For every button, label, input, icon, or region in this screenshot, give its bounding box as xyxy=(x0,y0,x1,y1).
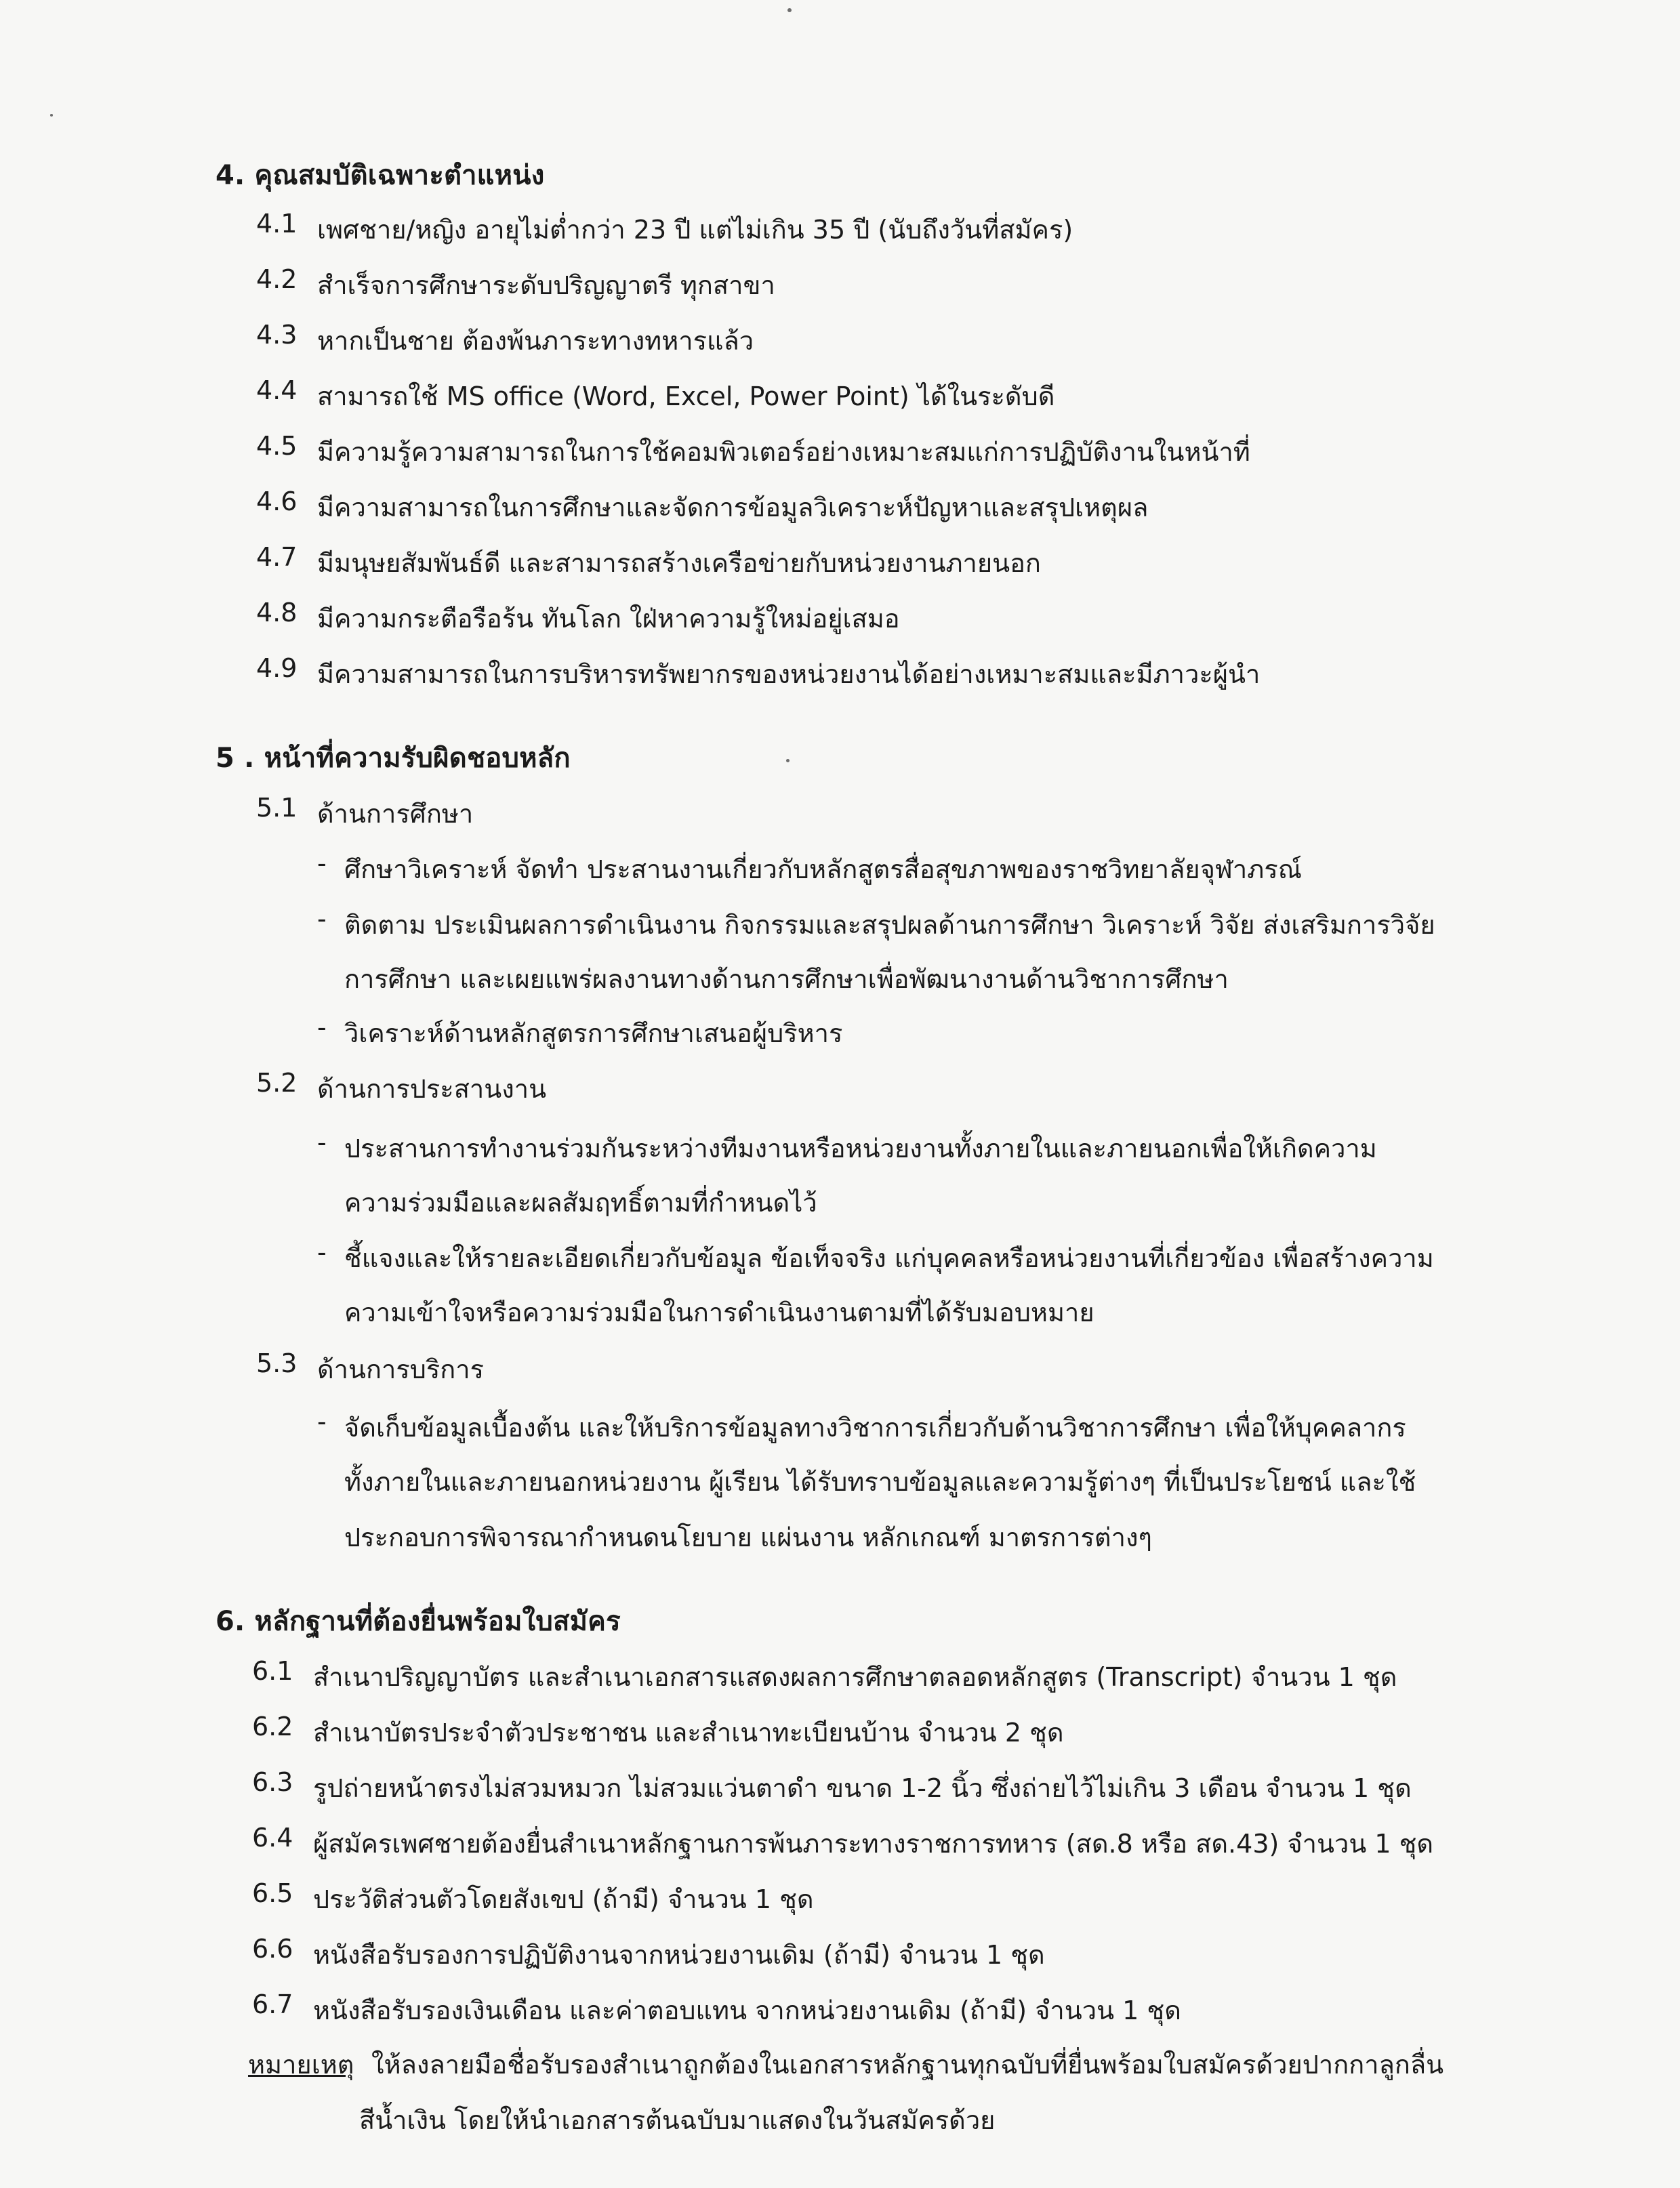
section-4-title: 4. คุณสมบัติเฉพาะตำแหน่ง xyxy=(216,160,545,191)
item-number: 5.1 xyxy=(256,793,298,823)
item-number: 6.6 xyxy=(252,1934,293,1964)
item-number: 4.8 xyxy=(256,598,298,627)
item-number: 4.4 xyxy=(256,375,298,405)
scan-speck xyxy=(786,759,790,762)
item-text: สำเร็จการศึกษาระดับปริญญาตรี ทุกสาขา xyxy=(317,270,775,300)
bullet-continuation: ประกอบการพิจารณากำหนดนโยบาย แผ่นงาน หลักเกณฑ์ มาตรการต่างๆ xyxy=(344,1523,1152,1552)
item-text: ด้านการบริการ xyxy=(317,1355,485,1384)
item-number: 6.7 xyxy=(252,1989,293,2019)
item-text: มีความสามารถในการบริหารทรัพยากรของหน่วยงานได้อย่างเหมาะสมและมีภาวะผู้นำ xyxy=(317,659,1261,689)
item-number: 4.7 xyxy=(256,542,298,572)
document-page: 4. คุณสมบัติเฉพาะตำแหน่ง 4.1 เพศชาย/หญิง อายุไม่ต่ำกว่า 23 ปี แต่ไม่เกิน 35 ปี (นับถึงวันที่สมัคร) 4.2 สำเร็จการศึกษาระดับปริญญาตรี ทุกสาขา 4.3 หากเป็นชาย ต้องพ้นภาระทางทหารแล้ว 4.4 สามารถใช้ MS office (Word, Excel, Power Point) ได้ในระดับดี 4.5 มีความรู้ความสามารถในการใช้คอมพิวเตอร์อย่างเหมาะสมแก่การปฏิบัติงานในหน้าที่ 4.6 มีความสามารถในการศึกษาและจัดการข้อมูลวิเคราะห์ปัญหาและสรุปเหตุผล 4.7 มีมนุษยสัมพันธ์ดี และสามารถสร้างเครือข่ายกับหน่วยงานภายนอก 4.8 มีความกระตือรือร้น ทันโลก ใฝ่หาความรู้ใหม่อยู่เสมอ 4.9 มีความสามารถในการบริหารทรัพยากรของหน่วยงานได้อย่างเหมาะสมและมีภาวะผู้นำ 5 . หน้าที่ความรับผิดชอบหลัก 5.1 ด้านการศึกษา - ศึกษาวิเคราะห์ จัดทำ ประสานงานเกี่ยวกับหลักสูตรสื่อสุขภาพของราชวิทยาลัยจุฬาภรณ์ - ติดตาม ประเมินผลการดำเนินงาน กิจกรรมและสรุปผลด้านการศึกษา วิเคราะห์ วิจัย ส่งเสริมการวิจัย การศึกษา และเผยแพร่ผลงานทางด้านการศึกษาเพื่อพัฒนางานด้านวิชาการศึกษา - วิเคราะห์ด้านหลักสูตรการศึกษาเสนอผู้บริหาร 5.2 ด้านการประสานงาน - ประสานการทำงานร่วมกันระหว่างทีมงานหรือหน่วยงานทั้งภายในและภายนอกเพื่อให้เกิดความ ความร่วมมือและผลสัมฤทธิ์ตามที่กำหนดไว้ - ชี้แจงและให้รายละเอียดเกี่ยวกับข้อมูล ข้อเท็จจริง แก่บุคคลหรือหน่วยงานที่เกี่ยวข้อง เพื่อสร้างความ ความเข้าใจหรือความร่วมมือในการดำเนินงานตามที่ได้รับมอบหมาย 5.3 ด้านการบริการ - จัดเก็บข้อมูลเบื้องต้น และให้บริการข้อมูลทางวิชาการเกี่ยวกับด้านวิชาการศึกษา เพื่อให้บุคคลากร ทั้งภายในและภายนอกหน่วยงาน ผู้เรียน ได้รับทราบข้อมูลและความรู้ต่างๆ ที่เป็นประโยชน์ และใช้ ประกอบการพิจารณากำหนดนโยบาย แผ่นงาน หลักเกณฑ์ มาตรการต่างๆ 6. หลักฐานที่ต้องยื่นพร้อมใบสมัคร 6.1 สำเนาปริญญาบัตร และสำเนาเอกสารแสดงผลการศึกษาตลอดหลักสูตร (Transcript) จำนวน 1 ชุด 6.2 สำเนาบัตรประจำตัวประชาชน และสำเนาทะเบียนบ้าน จำนวน 2 ชุด 6.3 รูปถ่ายหน้าตรงไม่สวมหมวก ไม่สวมแว่นตาดำ ขนาด 1-2 นิ้ว ซึ่งถ่ายไว้ไม่เกิน 3 เดือน จำนวน 1 ชุด 6.4 ผู้สมัครเพศชายต้องยื่นสำเนาหลักฐานการพ้นภาระทางราชการทหาร (สด.8 หรือ สด.43) จำนวน 1 ชุด 6.5 ประวัติส่วนตัวโดยสังเขป (ถ้ามี) จำนวน 1 ชุด 6.6 หนังสือรับรองการปฏิบัติงานจากหน่วยงานเดิม (ถ้ามี) จำนวน 1 ชุด 6.7 หนังสือรับรองเงินเดือน และค่าตอบแทน จากหน่วยงานเดิม (ถ้ามี) จำนวน 1 ชุด หมายเหตุ ให้ลงลายมือชื่อรับรองสำเนาถูกต้องในเอกสารหลักฐานทุกฉบับที่ยื่นพร้อมใบสมัครด้วยปากกาลูกลื่น สีน้ำเงิน โดยให้นำเอกสารต้นฉบับมาแสดงในวันสมัครด้วย xyxy=(0,0,1680,2188)
item-text: หากเป็นชาย ต้องพ้นภาระทางทหารแล้ว xyxy=(317,326,754,356)
bullet-text: วิเคราะห์ด้านหลักสูตรการศึกษาเสนอผู้บริหาร xyxy=(344,1018,843,1048)
note-continuation: สีน้ำเงิน โดยให้นำเอกสารต้นฉบับมาแสดงในวันสมัครด้วย xyxy=(359,2105,996,2135)
item-number: 5.2 xyxy=(256,1068,298,1098)
note-text: ให้ลงลายมือชื่อรับรองสำเนาถูกต้องในเอกสารหลักฐานทุกฉบับที่ยื่นพร้อมใบสมัครด้วยปากกาลูกลื่น xyxy=(371,2050,1444,2080)
item-number: 5.3 xyxy=(256,1348,298,1378)
item-number: 6.5 xyxy=(252,1878,293,1908)
item-number: 4.5 xyxy=(256,431,298,461)
bullet-continuation: การศึกษา และเผยแพร่ผลงานทางด้านการศึกษาเพื่อพัฒนางานด้านวิชาการศึกษา xyxy=(344,964,1229,994)
section-5-title: 5 . หน้าที่ความรับผิดชอบหลัก xyxy=(216,743,571,774)
item-number: 4.3 xyxy=(256,320,298,350)
item-text: ด้านการประสานงาน xyxy=(317,1074,547,1104)
item-text: ผู้สมัครเพศชายต้องยื่นสำเนาหลักฐานการพ้นภาระทางราชการทหาร (สด.8 หรือ สด.43) จำนวน 1 ชุด xyxy=(313,1829,1434,1859)
item-text: หนังสือรับรองเงินเดือน และค่าตอบแทน จากหน่วยงานเดิม (ถ้ามี) จำนวน 1 ชุด xyxy=(313,1996,1181,2025)
item-text: หนังสือรับรองการปฏิบัติงานจากหน่วยงานเดิม (ถ้ามี) จำนวน 1 ชุด xyxy=(313,1940,1045,1970)
item-number: 4.1 xyxy=(256,209,298,239)
item-text: มีมนุษยสัมพันธ์ดี และสามารถสร้างเครือข่ายกับหน่วยงานภายนอก xyxy=(317,548,1041,578)
bullet-text: จัดเก็บข้อมูลเบื้องต้น และให้บริการข้อมูลทางวิชาการเกี่ยวกับด้านวิชาการศึกษา เพื่อให้บุคคลากร xyxy=(344,1413,1406,1443)
item-number: 6.3 xyxy=(252,1767,293,1797)
item-number: 4.9 xyxy=(256,653,298,683)
bullet-continuation: ความเข้าใจหรือความร่วมมือในการดำเนินงานตามที่ได้รับมอบหมาย xyxy=(344,1298,1094,1327)
bullet-continuation: ทั้งภายในและภายนอกหน่วยงาน ผู้เรียน ได้รับทราบข้อมูลและความรู้ต่างๆ ที่เป็นประโยชน์ และใช้ xyxy=(344,1467,1416,1497)
scan-speck xyxy=(50,114,53,117)
item-text: สามารถใช้ MS office (Word, Excel, Power Point) ได้ในระดับดี xyxy=(317,381,1055,411)
item-number: 4.2 xyxy=(256,264,298,294)
section-6-title: 6. หลักฐานที่ต้องยื่นพร้อมใบสมัคร xyxy=(216,1606,621,1637)
scan-speck xyxy=(787,8,792,12)
bullet-text: ศึกษาวิเคราะห์ จัดทำ ประสานงานเกี่ยวกับหลักสูตรสื่อสุขภาพของราชวิทยาลัยจุฬาภรณ์ xyxy=(344,854,1302,884)
item-number: 6.2 xyxy=(252,1712,293,1741)
item-text: มีความสามารถในการศึกษาและจัดการข้อมูลวิเคราะห์ปัญหาและสรุปเหตุผล xyxy=(317,493,1149,522)
item-text: เพศชาย/หญิง อายุไม่ต่ำกว่า 23 ปี แต่ไม่เกิน 35 ปี (นับถึงวันที่สมัคร) xyxy=(317,215,1073,245)
item-number: 6.1 xyxy=(252,1656,293,1686)
item-text: สำเนาบัตรประจำตัวประชาชน และสำเนาทะเบียนบ้าน จำนวน 2 ชุด xyxy=(313,1718,1064,1748)
item-number: 4.6 xyxy=(256,487,298,516)
bullet-text: ติดตาม ประเมินผลการดำเนินงาน กิจกรรมและสรุปผลด้านการศึกษา วิเคราะห์ วิจัย ส่งเสริมการวิจัย xyxy=(344,910,1435,940)
bullet-continuation: ความร่วมมือและผลสัมฤทธิ์ตามที่กำหนดไว้ xyxy=(344,1188,817,1218)
bullet-text: ประสานการทำงานร่วมกันระหว่างทีมงานหรือหน่วยงานทั้งภายในและภายนอกเพื่อให้เกิดความ xyxy=(344,1134,1377,1163)
item-text: ประวัติส่วนตัวโดยสังเขป (ถ้ามี) จำนวน 1 ชุด xyxy=(313,1884,814,1914)
item-number: 6.4 xyxy=(252,1823,293,1853)
item-text: สำเนาปริญญาบัตร และสำเนาเอกสารแสดงผลการศึกษาตลอดหลักสูตร (Transcript) จำนวน 1 ชุด xyxy=(313,1662,1397,1692)
bullet-text: ชี้แจงและให้รายละเอียดเกี่ยวกับข้อมูล ข้อเท็จจริง แก่บุคคลหรือหน่วยงานที่เกี่ยวข้อง เพื่อสร้างความ xyxy=(344,1243,1434,1273)
item-text: ด้านการศึกษา xyxy=(317,799,474,829)
item-text: มีความกระตือรือร้น ทันโลก ใฝ่หาความรู้ใหม่อยู่เสมอ xyxy=(317,604,900,634)
item-text: รูปถ่ายหน้าตรงไม่สวมหมวก ไม่สวมแว่นตาดำ ขนาด 1-2 นิ้ว ซึ่งถ่ายไว้ไม่เกิน 3 เดือน จำนวน 1 ชุด xyxy=(313,1773,1412,1803)
item-text: มีความรู้ความสามารถในการใช้คอมพิวเตอร์อย่างเหมาะสมแก่การปฏิบัติงานในหน้าที่ xyxy=(317,437,1250,467)
note-label: หมายเหตุ xyxy=(248,2050,354,2080)
